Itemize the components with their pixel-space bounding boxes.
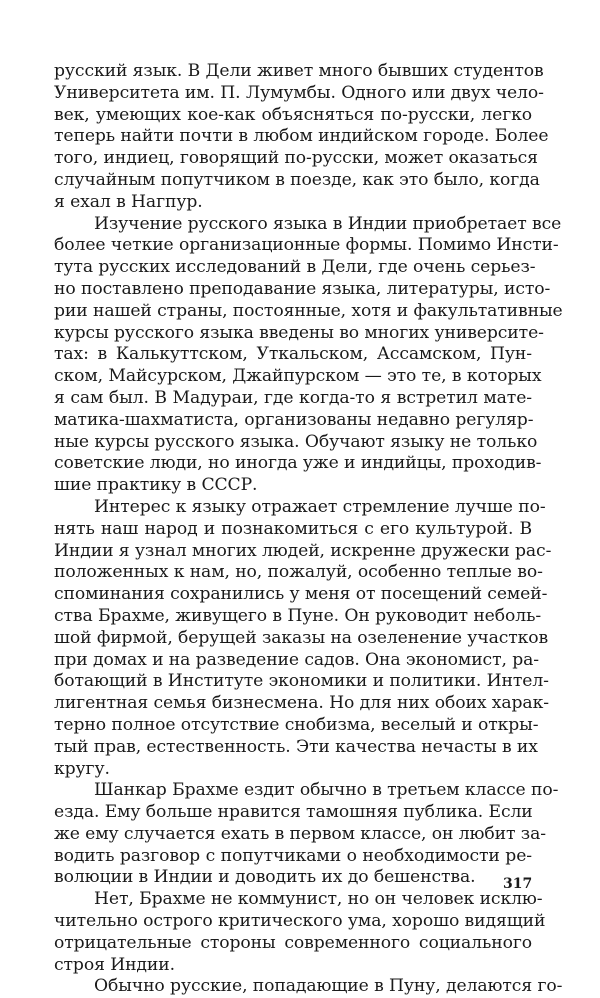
- text-line: Университета им. П. Лумумбы. Одного или двух чело-: [54, 82, 544, 103]
- text-line: Шанкар Брахме ездит обычно в третьем классе по-: [94, 780, 559, 801]
- text-line: споминания сохранились у меня от посещений семей-: [54, 584, 548, 605]
- text-line: случайным попутчиком в поезде, как это было, когда: [54, 169, 540, 190]
- text-line: лигентная семья бизнесмена. Но для них обоих харак-: [54, 693, 549, 714]
- paragraph: [54, 780, 559, 889]
- body-text: [54, 61, 563, 998]
- text-line: шие практику в СССР.: [54, 475, 258, 496]
- text-line: русский язык. В Дели живет много бывших студентов: [54, 61, 544, 81]
- text-line: советские люди, но иногда уже и индийцы, проходив-: [54, 453, 542, 474]
- text-line: Интерес к языку отражает стремление лучше по-: [94, 496, 546, 517]
- text-line: матика-шахматиста, организованы недавно регуляр-: [54, 409, 534, 430]
- text-line: при домах и на разведение садов. Она экономист, ра-: [54, 649, 539, 670]
- paragraph: [54, 213, 563, 497]
- text-line: строя Индии.: [54, 954, 175, 975]
- text-line: ные курсы русского языка. Обучают языку не только: [54, 431, 538, 452]
- text-line: волюции в Индии и доводить их до бешенства.: [54, 867, 476, 888]
- text-line: тах: в Калькуттском, Уткальском, Ассамском, Пун-: [54, 344, 532, 365]
- paragraph: [54, 496, 552, 780]
- text-line: Изучение русского языка в Индии приобретает все: [94, 213, 562, 234]
- text-line: тута русских исследований в Дели, где очень серьез-: [54, 257, 536, 278]
- text-line: езда. Ему больше нравится тамошняя публика. Если: [54, 802, 533, 823]
- text-line: Обычно русские, попадающие в Пуну, делаются го-: [94, 976, 563, 997]
- text-line: нять наш народ и познакомиться с его культурой. В: [54, 518, 532, 539]
- text-line: чительно острого критического ума, хорошо видящий: [54, 911, 546, 932]
- text-line: ства Брахме, живущего в Пуне. Он руководит неболь-: [54, 605, 542, 626]
- paragraph: [54, 976, 563, 998]
- text-line: ботающий в Институте экономики и политики. Интел-: [54, 671, 549, 692]
- text-line: век, умеющих кое-как объясняться по-русски, легко: [54, 104, 532, 125]
- text-line: же ему случается ехать в первом классе, он любит за-: [54, 823, 546, 844]
- text-line: но поставлено преподавание языка, литературы, исто-: [54, 278, 551, 299]
- text-line: более четкие организационные формы. Помимо Инсти-: [54, 235, 559, 256]
- text-line: курсы русского языка введены во многих университе-: [54, 322, 544, 343]
- page-number: 317: [503, 876, 533, 892]
- text-line: положенных к нам, но, пожалуй, особенно теплые во-: [54, 562, 543, 583]
- paragraph: [54, 61, 549, 214]
- text-line: я ехал в Нагпур.: [54, 191, 203, 212]
- text-line: терно полное отсутствие снобизма, веселый и откры-: [54, 714, 539, 735]
- text-line: Индии я узнал многих людей, искренне дружески рас-: [54, 540, 552, 561]
- paragraph: [54, 889, 546, 976]
- text-line: теперь найти почти в любом индийском городе. Более: [54, 126, 549, 147]
- text-line: я сам был. В Мадураи, где когда-то я встретил мате-: [54, 387, 532, 408]
- text-line: тый прав, естественность. Эти качества нечасты в их: [54, 736, 538, 757]
- text-line: рии нашей страны, постоянные, хотя и факультативные: [54, 300, 563, 321]
- text-line: кругу.: [54, 758, 110, 779]
- text-line: шой фирмой, берущей заказы на озеленение участков: [54, 627, 549, 648]
- text-line: ском, Майсурском, Джайпурском — это те, в которых: [54, 366, 542, 387]
- text-line: того, индиец, говорящий по-русски, может оказаться: [54, 148, 538, 169]
- text-line: отрицательные стороны современного социального: [54, 932, 532, 953]
- text-line: Нет, Брахме не коммунист, но он человек исклю-: [94, 889, 543, 910]
- text-line: водить разговор с попутчиками о необходимости ре-: [54, 845, 532, 866]
